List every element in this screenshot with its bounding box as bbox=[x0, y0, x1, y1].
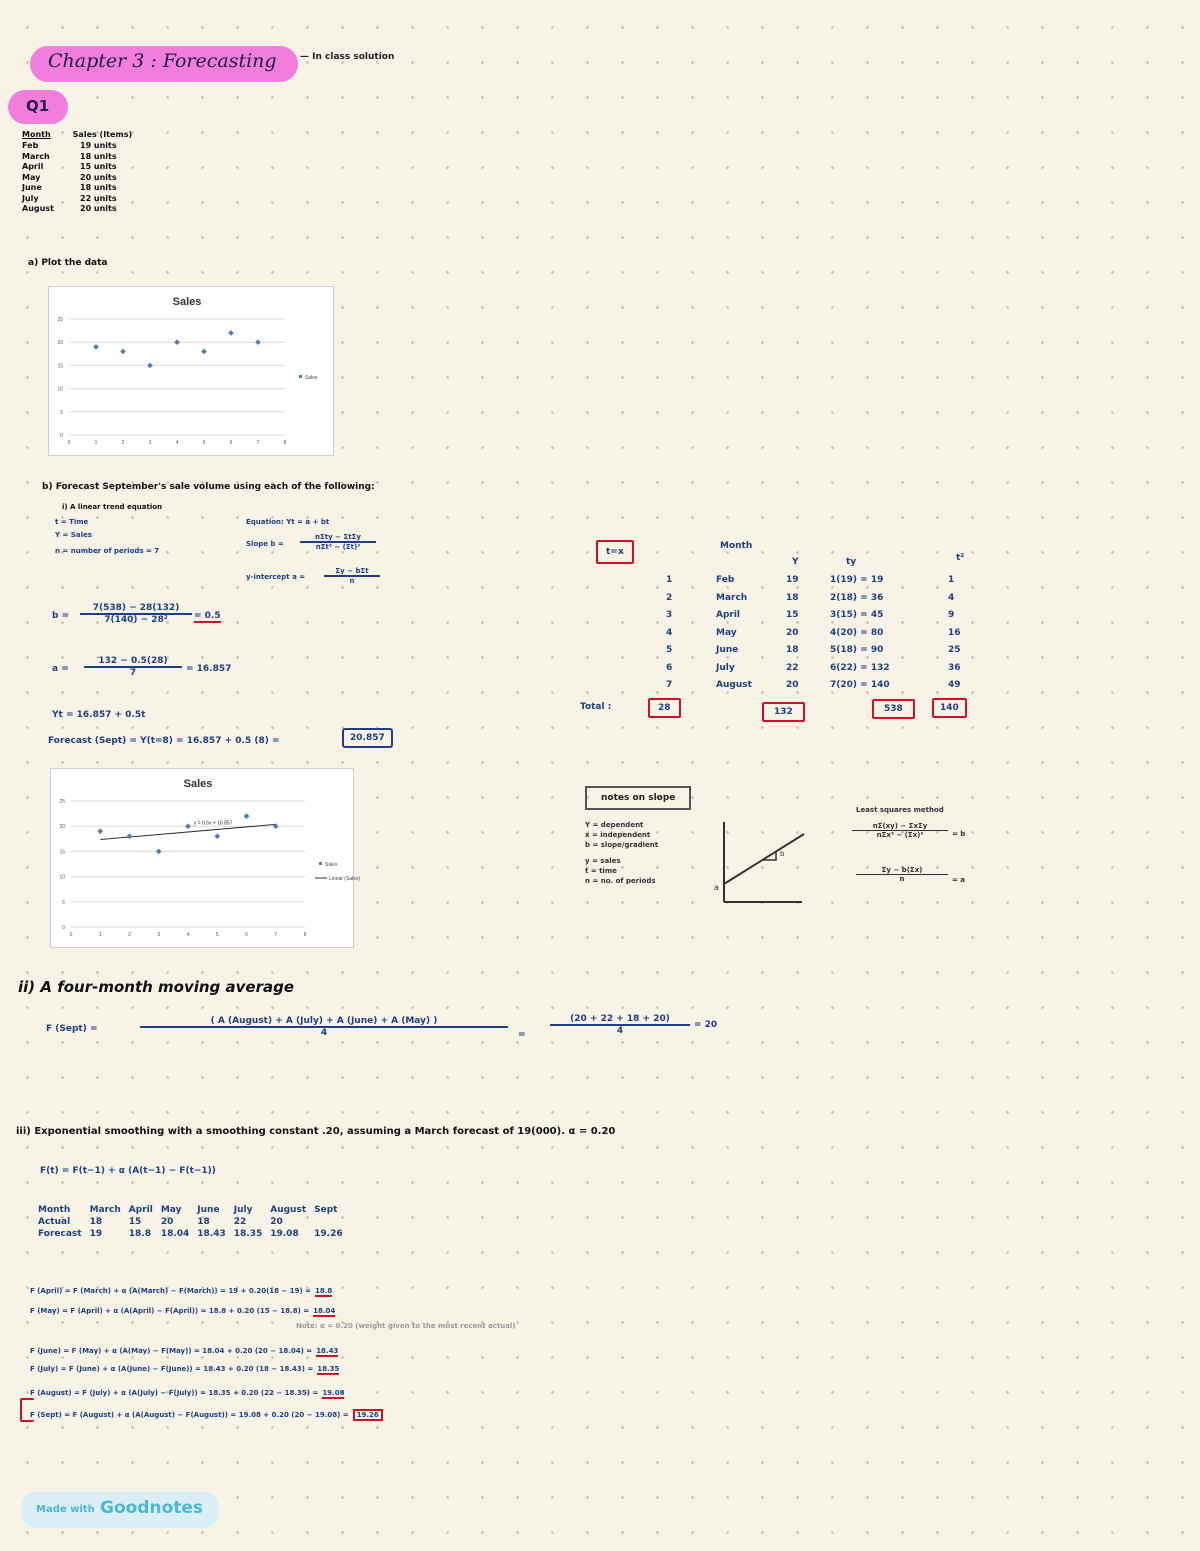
exp-table-cell: March bbox=[89, 1205, 121, 1215]
part-ii-fraction bbox=[140, 1016, 508, 1038]
calc-table-row bbox=[660, 645, 980, 663]
exp-smoothing-table bbox=[34, 1204, 347, 1240]
trend-equation: Yt = 16.857 + 0.5t bbox=[52, 710, 146, 720]
x-tick-label: 5 bbox=[215, 932, 219, 938]
calc-total-t: 28 bbox=[648, 698, 681, 718]
least-squares-a-num: Σy − b(Σx) bbox=[881, 866, 923, 874]
exp-table-cell: July bbox=[233, 1205, 253, 1215]
sales-table-header-month: Month bbox=[22, 130, 51, 139]
slope-lhs: Slope b = bbox=[246, 540, 284, 548]
calc-total-ty: 538 bbox=[872, 699, 915, 719]
sales-table-value: 19 units bbox=[80, 141, 117, 150]
y-tick-label: 5 bbox=[62, 899, 65, 906]
calc-cell-month: May bbox=[716, 627, 737, 638]
part-ii-eq: = bbox=[518, 1030, 526, 1040]
chapter-title: Chapter 3 : Forecasting bbox=[48, 50, 277, 72]
data-point bbox=[120, 349, 126, 355]
calc-cell-t: 6 bbox=[666, 662, 673, 673]
trend-annotation: y = 0.5x + 16.857 bbox=[193, 820, 233, 827]
slope-formula-den: nΣt² − (Σt)² bbox=[315, 543, 361, 551]
exp-table-cell: 18.04 bbox=[160, 1229, 190, 1239]
calc-cell-y: 18 bbox=[786, 645, 799, 655]
y-tick-label: 25 bbox=[57, 317, 63, 323]
part-ii-lhs: F (Sept) = bbox=[46, 1024, 98, 1034]
exp-line bbox=[30, 1356, 339, 1375]
part-ii-label: ii) A four-month moving average bbox=[18, 978, 295, 996]
calc-month-label: Month bbox=[720, 541, 753, 551]
calc-col-ty: ty bbox=[846, 557, 857, 567]
sales-table-row bbox=[22, 162, 132, 173]
exp-table-cell: 15 bbox=[128, 1217, 142, 1227]
question-label: Q1 bbox=[26, 97, 50, 115]
part-ii-value: = 20 bbox=[694, 1020, 718, 1030]
sales-trend-chart bbox=[50, 768, 361, 948]
x-tick-label: 6 bbox=[229, 440, 233, 446]
sept-forecast-highlight bbox=[20, 1398, 34, 1422]
intercept-formula-den: n bbox=[349, 577, 355, 585]
exp-table-row-forecast bbox=[34, 1228, 347, 1240]
exp-table-cell: 18 bbox=[89, 1217, 103, 1227]
legend-marker bbox=[299, 375, 302, 378]
part-ii-den2: 4 bbox=[616, 1026, 624, 1036]
least-squares-a bbox=[856, 866, 948, 883]
sales-table-row bbox=[22, 194, 132, 205]
part-b-def-2: n = number of periods = 7 bbox=[55, 547, 160, 555]
notes-line-0: Y = dependent bbox=[585, 821, 644, 829]
x-tick-label: 6 bbox=[245, 932, 248, 938]
forecast-sept-line: Forecast (Sept) = Y(t=8) = 16.857 + 0.5 (8) = bbox=[48, 736, 280, 746]
exp-grey-note: Note: α = 0.20 (weight given to the most recent actual) bbox=[296, 1322, 516, 1330]
calc-cell-y: 15 bbox=[786, 610, 799, 620]
calc-cell-t: 3 bbox=[666, 610, 673, 620]
a-calc-num: 132 − 0.5(28) bbox=[98, 656, 168, 666]
intercept-lhs: y-intercept a = bbox=[246, 573, 306, 581]
x-tick-label: 5 bbox=[202, 440, 206, 446]
exp-table-cell: Month bbox=[38, 1205, 71, 1215]
exp-table-row-actual bbox=[34, 1216, 347, 1228]
notes-line-5: n = no. of periods bbox=[585, 877, 656, 885]
calc-cell-ty: 7(20) = 140 bbox=[830, 680, 890, 690]
data-point bbox=[174, 339, 180, 345]
x-tick-label: 0 bbox=[69, 932, 73, 938]
least-squares-a-val: = a bbox=[952, 876, 966, 884]
exp-line-text: F (June) = F (May) + α (A(May) − F(May)) = 18.04 + 0.20 (20 − 18.04) = bbox=[30, 1347, 313, 1355]
x-tick-label: 4 bbox=[175, 440, 179, 446]
data-point bbox=[214, 833, 220, 839]
calc-cell-ty: 1(19) = 19 bbox=[830, 575, 884, 585]
calc-cell-month: Feb bbox=[716, 575, 735, 585]
sales-table-row bbox=[22, 173, 132, 184]
slope-formula bbox=[300, 533, 376, 551]
calc-cell-t2: 36 bbox=[948, 662, 961, 673]
exp-table-cell: 20 bbox=[160, 1217, 174, 1227]
data-point bbox=[93, 344, 99, 350]
calc-table-row bbox=[660, 575, 980, 593]
notes-box-title: notes on slope bbox=[585, 786, 691, 810]
y-tick-label: 15 bbox=[59, 849, 65, 856]
y-tick-label: 0 bbox=[60, 433, 63, 439]
calc-cell-y: 20 bbox=[786, 627, 799, 638]
calc-cell-ty: 3(15) = 45 bbox=[830, 610, 884, 620]
x-tick-label: 2 bbox=[121, 440, 125, 446]
calc-cell-month: March bbox=[716, 592, 748, 603]
exp-line-value: 18.04 bbox=[313, 1307, 336, 1315]
least-squares-b-val: = b bbox=[952, 830, 966, 838]
exp-line-value: 19.08 bbox=[322, 1389, 345, 1397]
exp-table-cell: June bbox=[197, 1205, 220, 1215]
watermark-made: Made with bbox=[36, 1504, 95, 1515]
exp-line-text: F (August) = F (July) + α (A(July) − F(July)) = 18.35 + 0.20 (22 − 18.35) = bbox=[30, 1389, 319, 1397]
notes-line-2: b = slope/gradient bbox=[585, 841, 659, 849]
exp-line bbox=[30, 1278, 332, 1297]
intercept-formula bbox=[324, 567, 380, 585]
calc-table-row bbox=[660, 680, 980, 698]
calc-cell-t2: 49 bbox=[948, 680, 961, 690]
slope-formula-num: nΣty − ΣtΣy bbox=[315, 533, 361, 541]
calc-cell-t2: 9 bbox=[948, 610, 955, 620]
part-b-def-1: Y = Sales bbox=[55, 531, 92, 539]
calc-total-t2: 140 bbox=[932, 698, 967, 718]
calc-cell-t2: 1 bbox=[948, 575, 955, 585]
exp-line-text: F (Sept) = F (August) + α (A(August) − F(August)) = 19.08 + 0.20 (20 − 19.08) = bbox=[30, 1411, 349, 1419]
sales-scatter-chart bbox=[48, 286, 334, 456]
exp-table-cell: 19.08 bbox=[270, 1229, 299, 1239]
exp-line bbox=[30, 1402, 383, 1421]
sales-table-header-sales: Sales (Items) bbox=[72, 130, 133, 139]
y-tick-label: 25 bbox=[59, 799, 65, 805]
exp-line-text: F (May) = F (April) + α (A(April) − F(April)) = 18.8 + 0.20 (15 − 18.8) = bbox=[30, 1307, 310, 1315]
sales-table-month: July bbox=[22, 193, 39, 203]
sales-table-row bbox=[22, 152, 132, 163]
y-tick-label: 15 bbox=[57, 363, 63, 370]
exp-line-value: 19.26 bbox=[353, 1409, 383, 1421]
sales-table-month: Feb bbox=[22, 141, 39, 150]
notes-line-1: x = independent bbox=[585, 831, 651, 839]
sales-table-value: 18 units bbox=[80, 151, 117, 161]
calc-table-row bbox=[660, 610, 980, 628]
exp-line-value: 18.8 bbox=[315, 1287, 333, 1295]
exp-line bbox=[30, 1380, 344, 1399]
calc-cell-t: 1 bbox=[666, 575, 673, 585]
calc-cell-y: 20 bbox=[786, 680, 799, 690]
exp-table-cell: 22 bbox=[233, 1217, 247, 1227]
legend-trend-label: Linear (Sales) bbox=[329, 876, 361, 882]
slope-sketch bbox=[700, 818, 810, 908]
sales-table-month: March bbox=[22, 151, 50, 161]
intercept-formula-num: Σy − bΣt bbox=[335, 567, 369, 575]
chart-title: Sales bbox=[183, 778, 213, 790]
sales-table-month: April bbox=[22, 162, 44, 171]
x-tick-label: 7 bbox=[256, 440, 260, 446]
part-ii-num: ( A (August) + A (July) + A (June) + A (May) ) bbox=[210, 1016, 438, 1026]
goodnotes-watermark bbox=[22, 1492, 218, 1528]
watermark-brand: Goodnotes bbox=[100, 1498, 204, 1518]
slope-sketch-b: b bbox=[780, 850, 785, 858]
exp-table-cell: 19 bbox=[89, 1229, 103, 1239]
x-tick-label: 2 bbox=[128, 932, 131, 938]
x-tick-label: 4 bbox=[186, 932, 190, 938]
exp-line-value: 18.43 bbox=[316, 1347, 339, 1355]
exp-table-cell: April bbox=[128, 1205, 153, 1215]
x-tick-label: 7 bbox=[274, 932, 278, 938]
calc-table-rows bbox=[660, 575, 980, 698]
exp-table-cell: 19.26 bbox=[314, 1229, 343, 1239]
calc-table-row bbox=[660, 628, 980, 646]
sales-table bbox=[22, 130, 132, 215]
data-point bbox=[147, 363, 153, 369]
x-tick-label: 8 bbox=[303, 932, 307, 938]
notes-line-4: t = time bbox=[585, 867, 617, 875]
exp-line bbox=[30, 1338, 338, 1357]
exp-table-cell: August bbox=[270, 1205, 307, 1215]
notes-box-lines bbox=[585, 820, 658, 886]
calc-table-row bbox=[660, 593, 980, 611]
part-iii-label: iii) Exponential smoothing with a smoothing constant .20, assuming a March forecast of 19(000). α = 0.20 bbox=[16, 1126, 616, 1137]
calc-cell-month: July bbox=[716, 662, 735, 673]
exp-table-cell: 18.8 bbox=[128, 1229, 152, 1239]
x-tick-label: 3 bbox=[157, 932, 161, 938]
sales-table-value: 22 units bbox=[80, 193, 117, 203]
exp-table-cell: 18.35 bbox=[233, 1229, 263, 1239]
calc-t-label: t=x bbox=[596, 540, 634, 564]
a-calc-den: 7 bbox=[129, 668, 137, 678]
sales-table-month: May bbox=[22, 172, 41, 182]
sales-trend-svg bbox=[51, 769, 361, 947]
exp-table-cell: May bbox=[160, 1205, 182, 1215]
sales-table-row bbox=[22, 141, 132, 152]
exp-table-cell: 20 bbox=[270, 1217, 283, 1227]
exp-table-row-headers bbox=[34, 1204, 347, 1216]
calc-cell-t2: 4 bbox=[948, 592, 955, 603]
calc-cell-month: June bbox=[716, 645, 739, 655]
exp-table-cell: 18 bbox=[197, 1217, 210, 1227]
slope-sketch-a: a bbox=[714, 883, 719, 892]
least-squares-a-den: n bbox=[899, 875, 905, 883]
sales-table-value: 20 units bbox=[80, 172, 117, 182]
b-calc-value: = 0.5 bbox=[194, 611, 221, 621]
calc-cell-y: 19 bbox=[786, 575, 799, 585]
exp-line-text: F (July) = F (June) + α (A(June) − F(June)) = 18.43 + 0.20 (18 − 18.43) = bbox=[30, 1365, 314, 1373]
calc-table-row bbox=[660, 663, 980, 681]
calc-col-t2: t² bbox=[956, 553, 965, 563]
part-a-label: a) Plot the data bbox=[28, 258, 108, 268]
sales-table-month: June bbox=[22, 183, 42, 192]
forecast-sept-value: 20.857 bbox=[342, 728, 393, 748]
calc-col-y: Y bbox=[792, 557, 799, 567]
a-calc-lhs: a = bbox=[52, 664, 69, 674]
calc-cell-ty: 5(18) = 90 bbox=[830, 645, 884, 655]
b-calc-den: 7(140) − 28² bbox=[104, 615, 168, 625]
sales-table-row bbox=[22, 183, 132, 194]
data-point bbox=[255, 339, 261, 345]
b-calc-num: 7(538) − 28(132) bbox=[92, 603, 180, 613]
calc-cell-y: 18 bbox=[786, 592, 799, 603]
x-tick-label: 0 bbox=[67, 440, 71, 446]
y-tick-label: 20 bbox=[59, 824, 65, 831]
equation-label: Equation: Yt = a + bt bbox=[246, 518, 330, 526]
calc-cell-month: April bbox=[716, 610, 741, 620]
calc-cell-t: 2 bbox=[666, 592, 673, 603]
part-b-sub-i: i) A linear trend equation bbox=[62, 503, 163, 511]
y-tick-label: 0 bbox=[62, 925, 65, 931]
y-tick-label: 5 bbox=[60, 409, 63, 416]
sales-table-value: 18 units bbox=[80, 183, 117, 192]
calc-cell-t2: 16 bbox=[948, 627, 961, 638]
x-tick-label: 1 bbox=[98, 932, 102, 938]
calc-cell-ty: 6(22) = 132 bbox=[830, 662, 890, 673]
exp-line-text: F (April) = F (March) + α (A(March) − F(March)) = 19 + 0.20(18 − 19) = bbox=[30, 1287, 312, 1295]
calc-cell-ty: 2(18) = 36 bbox=[830, 592, 884, 603]
exp-table-cell: Sept bbox=[314, 1205, 338, 1215]
exp-table-cell: Actual bbox=[38, 1217, 71, 1227]
y-tick-label: 10 bbox=[59, 874, 65, 881]
part-b-def-0: t = Time bbox=[55, 518, 89, 526]
calc-cell-y: 22 bbox=[786, 662, 799, 673]
legend-label: Sales bbox=[325, 862, 338, 868]
exp-line bbox=[30, 1298, 335, 1317]
part-ii-fraction2 bbox=[550, 1014, 690, 1036]
x-tick-label: 3 bbox=[148, 440, 152, 446]
calc-cell-t2: 25 bbox=[948, 645, 961, 655]
data-point bbox=[97, 828, 103, 834]
legend-label: Sales bbox=[305, 375, 318, 381]
sales-table-month: August bbox=[22, 204, 54, 213]
exp-table-cell: 18.43 bbox=[197, 1229, 226, 1239]
part-iii-formula: F(t) = F(t−1) + α (A(t−1) − F(t−1)) bbox=[40, 1166, 216, 1176]
calc-cell-t: 7 bbox=[666, 680, 673, 690]
legend-marker bbox=[319, 862, 322, 865]
data-point bbox=[127, 833, 133, 839]
chart-title: Sales bbox=[172, 296, 202, 308]
b-calc-fraction bbox=[80, 603, 192, 625]
y-tick-label: 10 bbox=[57, 386, 63, 393]
a-calc-fraction bbox=[84, 656, 182, 678]
data-point bbox=[228, 330, 234, 336]
calc-total-y: 132 bbox=[762, 702, 805, 722]
a-calc-value: = 16.857 bbox=[186, 664, 232, 674]
chapter-subtitle: — In class solution bbox=[300, 52, 395, 62]
exp-table-cell bbox=[310, 1216, 346, 1228]
calc-cell-t: 5 bbox=[666, 645, 673, 655]
exp-line-value: 18.35 bbox=[317, 1365, 340, 1373]
x-tick-label: 8 bbox=[283, 440, 287, 446]
least-squares-b bbox=[852, 822, 948, 839]
least-squares-b-num: nΣ(xy) − ΣxΣy bbox=[872, 822, 928, 830]
least-squares-title: Least squares method bbox=[856, 806, 944, 814]
part-ii-num2: (20 + 22 + 18 + 20) bbox=[570, 1014, 670, 1024]
calc-total-label: Total : bbox=[580, 702, 612, 712]
sales-scatter-svg bbox=[49, 287, 333, 455]
exp-table-cell: Forecast bbox=[38, 1229, 82, 1239]
x-tick-label: 1 bbox=[94, 440, 98, 446]
data-point bbox=[156, 849, 162, 855]
calc-cell-ty: 4(20) = 80 bbox=[830, 627, 884, 638]
calc-cell-t: 4 bbox=[666, 627, 673, 638]
calc-cell-month: August bbox=[716, 680, 752, 690]
y-tick-label: 20 bbox=[57, 340, 63, 347]
sales-table-value: 15 units bbox=[80, 162, 117, 171]
sales-table-value: 20 units bbox=[80, 204, 117, 213]
notes-line-3: y = sales bbox=[585, 857, 621, 865]
data-point bbox=[201, 349, 207, 355]
least-squares-b-den: nΣx² − (Σx)² bbox=[876, 831, 924, 839]
part-ii-den: 4 bbox=[320, 1028, 328, 1038]
data-point bbox=[244, 813, 250, 819]
data-point bbox=[185, 823, 191, 829]
part-b-label: b) Forecast September's sale volume using each of the following: bbox=[42, 482, 375, 492]
b-calc-lhs: b = bbox=[52, 611, 70, 621]
sales-table-row bbox=[22, 204, 132, 215]
